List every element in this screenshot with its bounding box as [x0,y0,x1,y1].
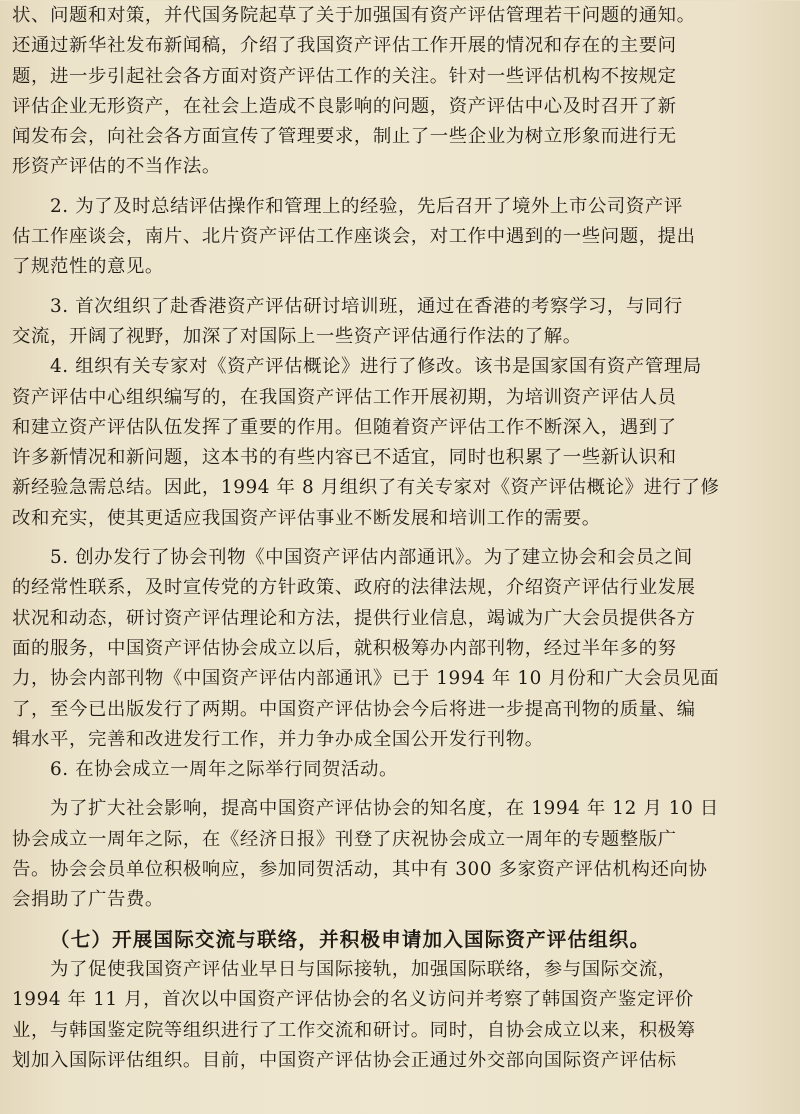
text-line: 资产评估中心组织编写的，在我国资产评估工作开展初期，为培训资产评估人员 [12,386,677,408]
text-line: 题，进一步引起社会各方面对资产评估工作的关注。针对一些评估机构不按规定 [12,65,677,87]
text-line: 协会成立一周年之际，在《经济日报》刊登了庆祝协会成立一周年的专题整版广 [12,828,677,850]
text-line: 闻发布会，向社会各方面宣传了管理要求，制止了一些企业为树立形象而进行无 [12,126,677,148]
section-heading: （七）开展国际交流与联络，并积极申请加入国际资产评估组织。 [50,927,651,951]
text-line: 力，协会内部刊物《中国资产评估内部通讯》已于 1994 年 10 月份和广大会员见面 [12,668,720,690]
paragraph-start: 为了扩大社会影响，提高中国资产评估协会的知名度，在 1994 年 12 月 10 日 [50,798,719,820]
text-line: 的经常性联系，及时宣传党的方针政策、政府的法律法规，介绍资产评估行业发展 [12,577,696,599]
paragraph-item-2: 2. 为了及时总结评估操作和管理上的经验，先后召开了境外上市公司资产评 [50,195,683,217]
text-line: 业，与韩国鉴定院等组织进行了工作交流和研讨。同时，自协会成立以来，积极筹 [12,1019,696,1041]
text-line: 状、问题和对策，并代国务院起草了关于加强国有资产评估管理若干问题的通知。 [12,5,696,26]
text-line: 改和充实，使其更适应我国资产评估事业不断发展和培训工作的需要。 [12,507,601,529]
text-line: 和建立资产评估队伍发挥了重要的作用。但随着资产评估工作不断深入，遇到了 [12,416,677,438]
text-line: 会捐助了广告费。 [12,889,164,911]
paragraph-start: 为了促使我国资产评估业早日与国际接轨，加强国际联络，参与国际交流， [50,958,677,980]
text-line: 评估企业无形资产，在社会上造成不良影响的问题，资产评估中心及时召开了新 [12,95,677,117]
text-line: 许多新情况和新问题，这本书的有些内容已不适宜，同时也积累了一些新认识和 [12,447,677,469]
text-line: 告。协会会员单位积极响应，参加同贺活动，其中有 300 多家资产评估机构还向协 [12,859,708,881]
document-page [0,1,800,1114]
text-line: 辑水平，完善和改进发行工作，并力争办成全国公开发行刊物。 [12,728,544,750]
text-line: 估工作座谈会，南片、北片资产评估工作座谈会，对工作中遇到的一些问题，提出 [12,226,696,248]
text-line: 新经验急需总结。因此，1994 年 8 月组织了有关专家对《资产评估概论》进行了修 [12,477,720,499]
text-line: 1994 年 11 月，首次以中国资产评估协会的名义访问并考察了韩国资产鉴定评价 [12,989,694,1011]
text-line: 形资产评估的不当作法。 [12,156,221,178]
text-line: 了规范性的意见。 [12,256,164,278]
paragraph-item-5: 5. 创办发行了协会刊物《中国资产评估内部通讯》。为了建立协会和会员之间 [50,547,693,569]
paragraph-item-6: 6. 在协会成立一周年之际举行同贺活动。 [50,759,399,781]
text-line: 面的服务，中国资产评估协会成立以后，就积极筹办内部刊物，经过半年多的努 [12,637,677,659]
text-line: 还通过新华社发布新闻稿，介绍了我国资产评估工作开展的情况和存在的主要问 [12,35,677,57]
paragraph-item-4: 4. 组织有关专家对《资产评估概论》进行了修改。该书是国家国有资产管理局 [50,356,702,378]
text-line: 状况和动态，研讨资产评估理论和方法，提供行业信息，竭诚为广大会员提供各方 [12,607,696,629]
text-line: 了，至今已出版发行了两期。中国资产评估协会今后将进一步提高刊物的质量、编 [12,698,696,720]
paragraph-item-3: 3. 首次组织了赴香港资产评估研讨培训班，通过在香港的考察学习，与同行 [50,295,683,317]
text-line: 划加入国际评估组织。目前，中国资产评估协会正通过外交部向国际资产评估标 [12,1049,677,1071]
text-line: 交流，开阔了视野，加深了对国际上一些资产评估通行作法的了解。 [12,325,582,347]
